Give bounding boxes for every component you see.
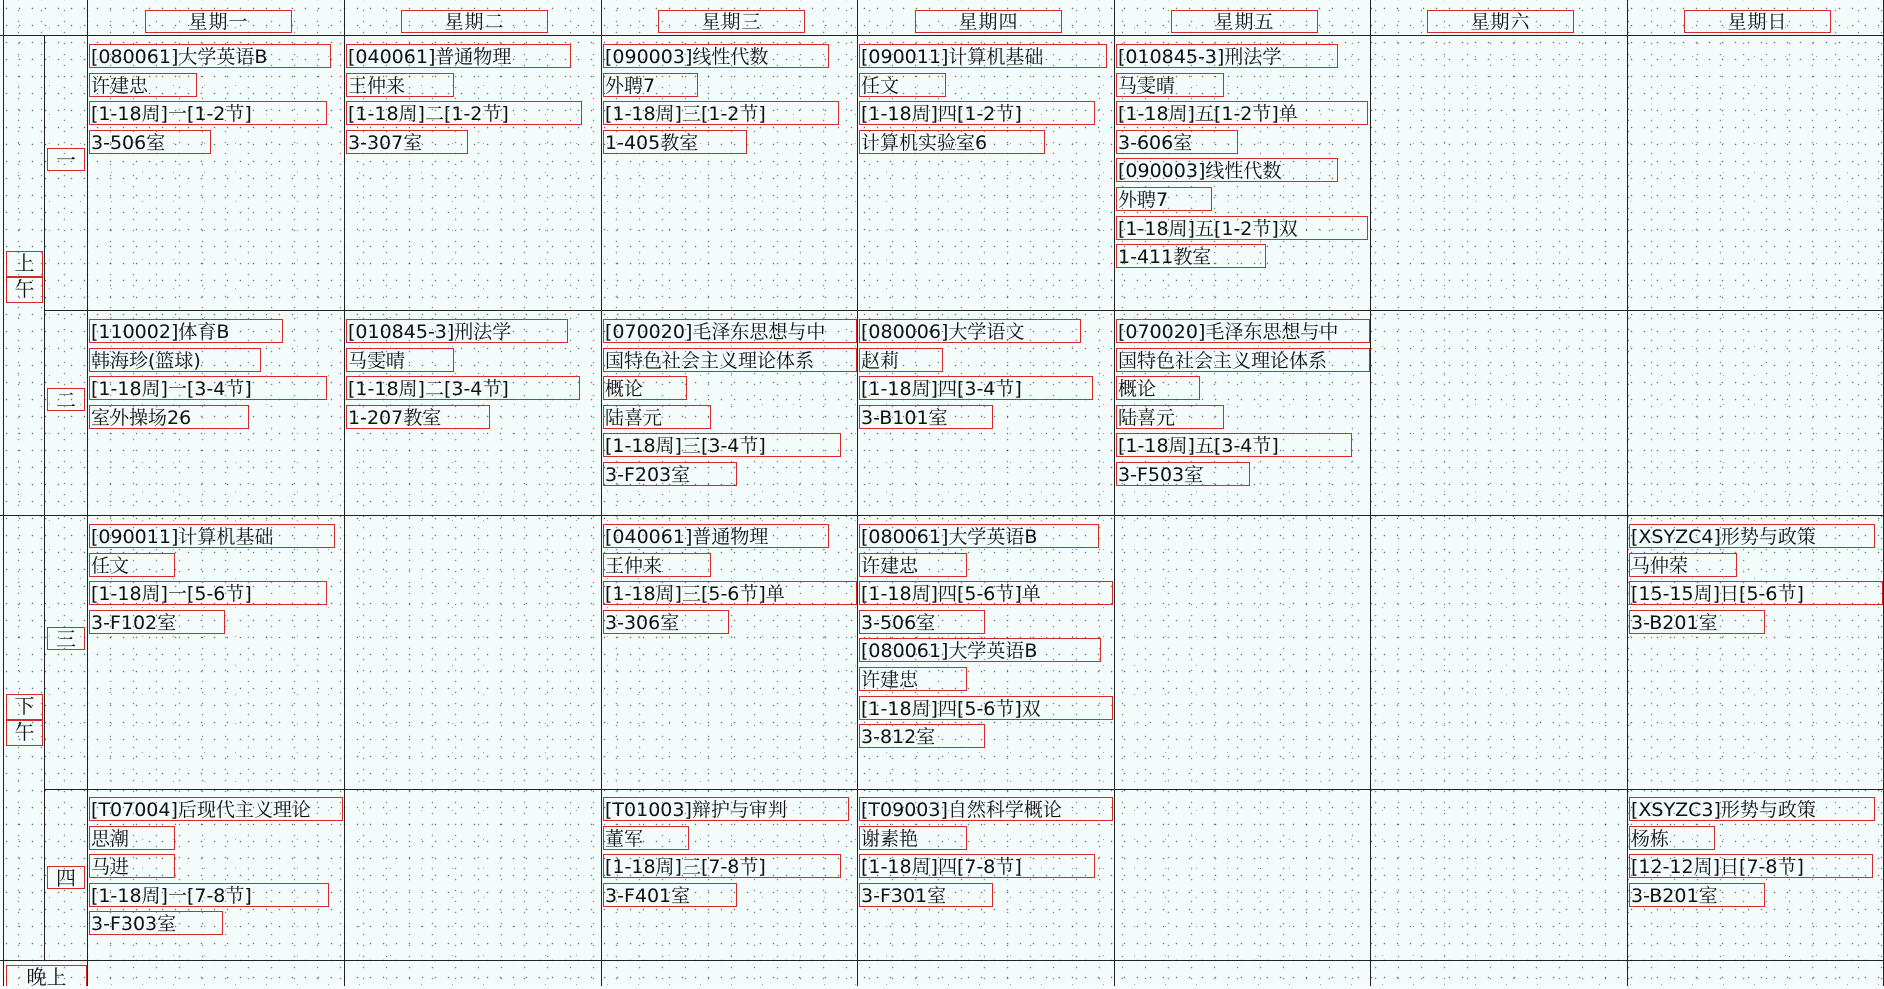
course-line: 国特色社会主义理论体系 [1116,348,1370,372]
course-line: 外聘7 [603,73,698,97]
course-line: [040061]普通物理 [346,44,571,68]
course-line: 概论 [1116,376,1200,400]
course-line: [080006]大学语文 [859,319,1081,343]
course-line: 外聘7 [1116,187,1212,211]
course-line: [XSYZC4]形势与政策 [1629,524,1875,548]
course-line: [010845-3]刑法学 [346,319,568,343]
course-line: [15-15周]日[5-6节] [1629,581,1883,605]
course-line: 王仲来 [603,553,711,577]
course-line: [1-18周]三[3-4节] [603,433,841,457]
day-header-mon: 星期一 [145,10,292,33]
course-line: [110002]体育B [89,319,283,343]
course-line: 概论 [603,376,687,400]
period-label: 一 [47,148,85,171]
course-line: [090003]线性代数 [1116,158,1338,182]
grid-line [3,0,4,986]
course-line: 许建忠 [859,667,967,691]
period-label: 三 [47,627,85,650]
course-line: [040061]普通物理 [603,524,829,548]
course-line: 马进 [89,854,175,878]
course-line: 国特色社会主义理论体系 [603,348,857,372]
grid-line [0,515,1884,516]
course-line: 杨栋 [1629,826,1715,850]
course-line: 1-411教室 [1116,244,1266,268]
day-header-wed: 星期三 [658,10,805,33]
course-line: 3-F303室 [89,911,223,935]
course-line: 陆喜元 [1116,405,1224,429]
course-line: 3-606室 [1116,130,1238,154]
grid-line [601,0,602,986]
course-line: [1-18周]三[1-2节] [603,101,839,125]
course-line: 3-B101室 [859,405,993,429]
course-line: 3-B201室 [1629,883,1765,907]
course-line: [1-18周]一[7-8节] [89,883,329,907]
course-line: [1-18周]一[1-2节] [89,101,327,125]
period-label: 四 [47,866,85,889]
course-line: 王仲来 [346,73,454,97]
course-line: [1-18周]二[1-2节] [346,101,582,125]
course-line: 计算机实验室6 [859,130,1045,154]
course-line: 3-506室 [89,130,211,154]
day-header-fri: 星期五 [1171,10,1318,33]
course-line: [T01003]辩护与审判 [603,797,849,821]
half-day-label: 下 [6,694,43,720]
course-line: [070020]毛泽东思想与中 [1116,319,1370,343]
course-line: 3-F301室 [859,883,993,907]
course-line: 任文 [859,73,946,97]
course-line: [XSYZC3]形势与政策 [1629,797,1875,821]
course-line: [010845-3]刑法学 [1116,44,1338,68]
course-line: 3-307室 [346,130,468,154]
course-line: [1-18周]三[5-6节]单 [603,581,857,605]
course-line: [1-18周]四[5-6节]双 [859,696,1113,720]
course-line: [1-18周]四[1-2节] [859,101,1095,125]
course-line: [1-18周]一[5-6节] [89,581,327,605]
course-line: 室外操场26 [89,405,249,429]
course-line: 3-306室 [603,610,729,634]
course-line: [1-18周]五[1-2节]单 [1116,101,1368,125]
half-day-label: 上 [6,251,43,277]
evening-label: 晚上 [6,965,87,986]
grid-line [44,789,1884,790]
course-line: [12-12周]日[7-8节] [1629,854,1873,878]
course-line: 1-405教室 [603,130,747,154]
course-line: 赵莉 [859,348,943,372]
course-line: 任文 [89,553,175,577]
course-line: [1-18周]五[3-4节] [1116,433,1352,457]
course-line: 1-207教室 [346,405,490,429]
course-line: 许建忠 [89,73,197,97]
course-line: 陆喜元 [603,405,711,429]
grid-line [344,0,345,986]
course-line: 3-F503室 [1116,462,1250,486]
grid-line [1627,0,1628,986]
course-line: [070020]毛泽东思想与中 [603,319,857,343]
course-line: [T07004]后现代主义理论 [89,797,343,821]
course-line: [1-18周]三[7-8节] [603,854,841,878]
half-day-label: 午 [6,720,43,746]
course-line: 3-F401室 [603,883,737,907]
course-line: [1-18周]四[3-4节] [859,376,1093,400]
day-header-sat: 星期六 [1427,10,1574,33]
period-label: 二 [47,388,85,411]
course-line: [090011]计算机基础 [859,44,1107,68]
course-line: 3-812室 [859,724,985,748]
grid-line [0,960,1884,961]
grid-line [1370,0,1371,986]
course-line: [1-18周]四[7-8节] [859,854,1095,878]
course-line: 谢素艳 [859,826,967,850]
day-header-tue: 星期二 [401,10,548,33]
course-line: [1-18周]五[1-2节]双 [1116,216,1368,240]
course-line: 思潮 [89,826,175,850]
half-day-label: 午 [6,277,43,303]
course-line: 3-F102室 [89,610,225,634]
course-line: [1-18周]四[5-6节]单 [859,581,1113,605]
course-line: [T09003]自然科学概论 [859,797,1113,821]
grid-line [87,0,88,986]
grid-line [44,35,45,960]
course-line: 3-F203室 [603,462,737,486]
course-line: [090011]计算机基础 [89,524,335,548]
course-line: 董军 [603,826,689,850]
course-line: 马雯晴 [346,348,454,372]
course-line: 3-B201室 [1629,610,1765,634]
course-line: 马雯晴 [1116,73,1224,97]
course-line: [1-18周]二[3-4节] [346,376,580,400]
course-line: 许建忠 [859,553,967,577]
day-header-sun: 星期日 [1684,10,1831,33]
course-line: [1-18周]一[3-4节] [89,376,327,400]
grid-line [857,0,858,986]
grid-line [1114,0,1115,986]
course-line: 韩海珍(篮球) [89,348,261,372]
course-line: 马仲荣 [1629,553,1737,577]
course-line: [080061]大学英语B [89,44,331,68]
grid-line [0,35,1884,36]
course-line: [080061]大学英语B [859,524,1099,548]
course-line: [090003]线性代数 [603,44,829,68]
grid-line [44,310,1884,311]
course-line: [080061]大学英语B [859,638,1101,662]
day-header-thu: 星期四 [915,10,1062,33]
course-line: 3-506室 [859,610,985,634]
